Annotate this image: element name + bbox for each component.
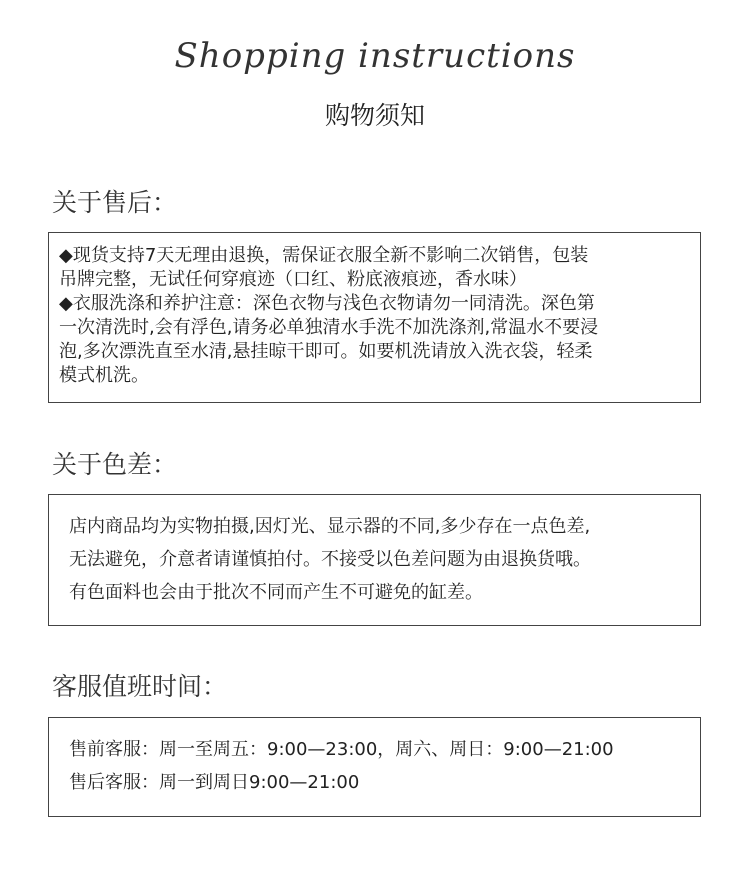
after-sales-line: ◆衣服洗涤和养护注意：深色衣物与浅色衣物请勿一同清洗。深色第 bbox=[59, 293, 595, 314]
script-title: Shopping instructions bbox=[174, 36, 576, 76]
page-title: 购物须知 bbox=[324, 101, 425, 130]
after-sales-box bbox=[48, 232, 701, 403]
service-hours-line: 售前客服：周一至周五：9:00—23:00，周六、周日：9:00—21:00 bbox=[69, 739, 614, 760]
after-sales-line: ◆现货支持7天无理由退换，需保证衣服全新不影响二次销售，包装 bbox=[59, 245, 589, 266]
after-sales-line: 吊牌完整，无试任何穿痕迹（口红、粉底液痕迹，香水味） bbox=[59, 269, 527, 290]
service-hours-heading: 客服值班时间： bbox=[52, 672, 228, 701]
after-sales-line: 模式机洗。 bbox=[59, 365, 149, 386]
color-diff-box bbox=[48, 494, 701, 626]
color-diff-line: 店内商品均为实物拍摄,因灯光、显示器的不同,多少存在一点色差, bbox=[69, 516, 591, 537]
color-diff-heading: 关于色差： bbox=[52, 450, 178, 479]
service-hours-line: 售后客服：周一到周日9:00—21:00 bbox=[69, 772, 360, 793]
color-diff-line: 无法避免，介意者请谨慎拍付。不接受以色差问题为由退换货哦。 bbox=[69, 549, 591, 570]
after-sales-heading: 关于售后： bbox=[52, 188, 178, 217]
service-hours-box bbox=[48, 717, 701, 817]
color-diff-line: 有色面料也会由于批次不同而产生不可避免的缸差。 bbox=[69, 582, 483, 603]
after-sales-line: 一次清洗时,会有浮色,请务必单独清水手洗不加洗涤剂,常温水不要浸 bbox=[59, 317, 599, 338]
after-sales-line: 泡,多次漂洗直至水清,悬挂晾干即可。如要机洗请放入洗衣袋，轻柔 bbox=[59, 341, 593, 362]
